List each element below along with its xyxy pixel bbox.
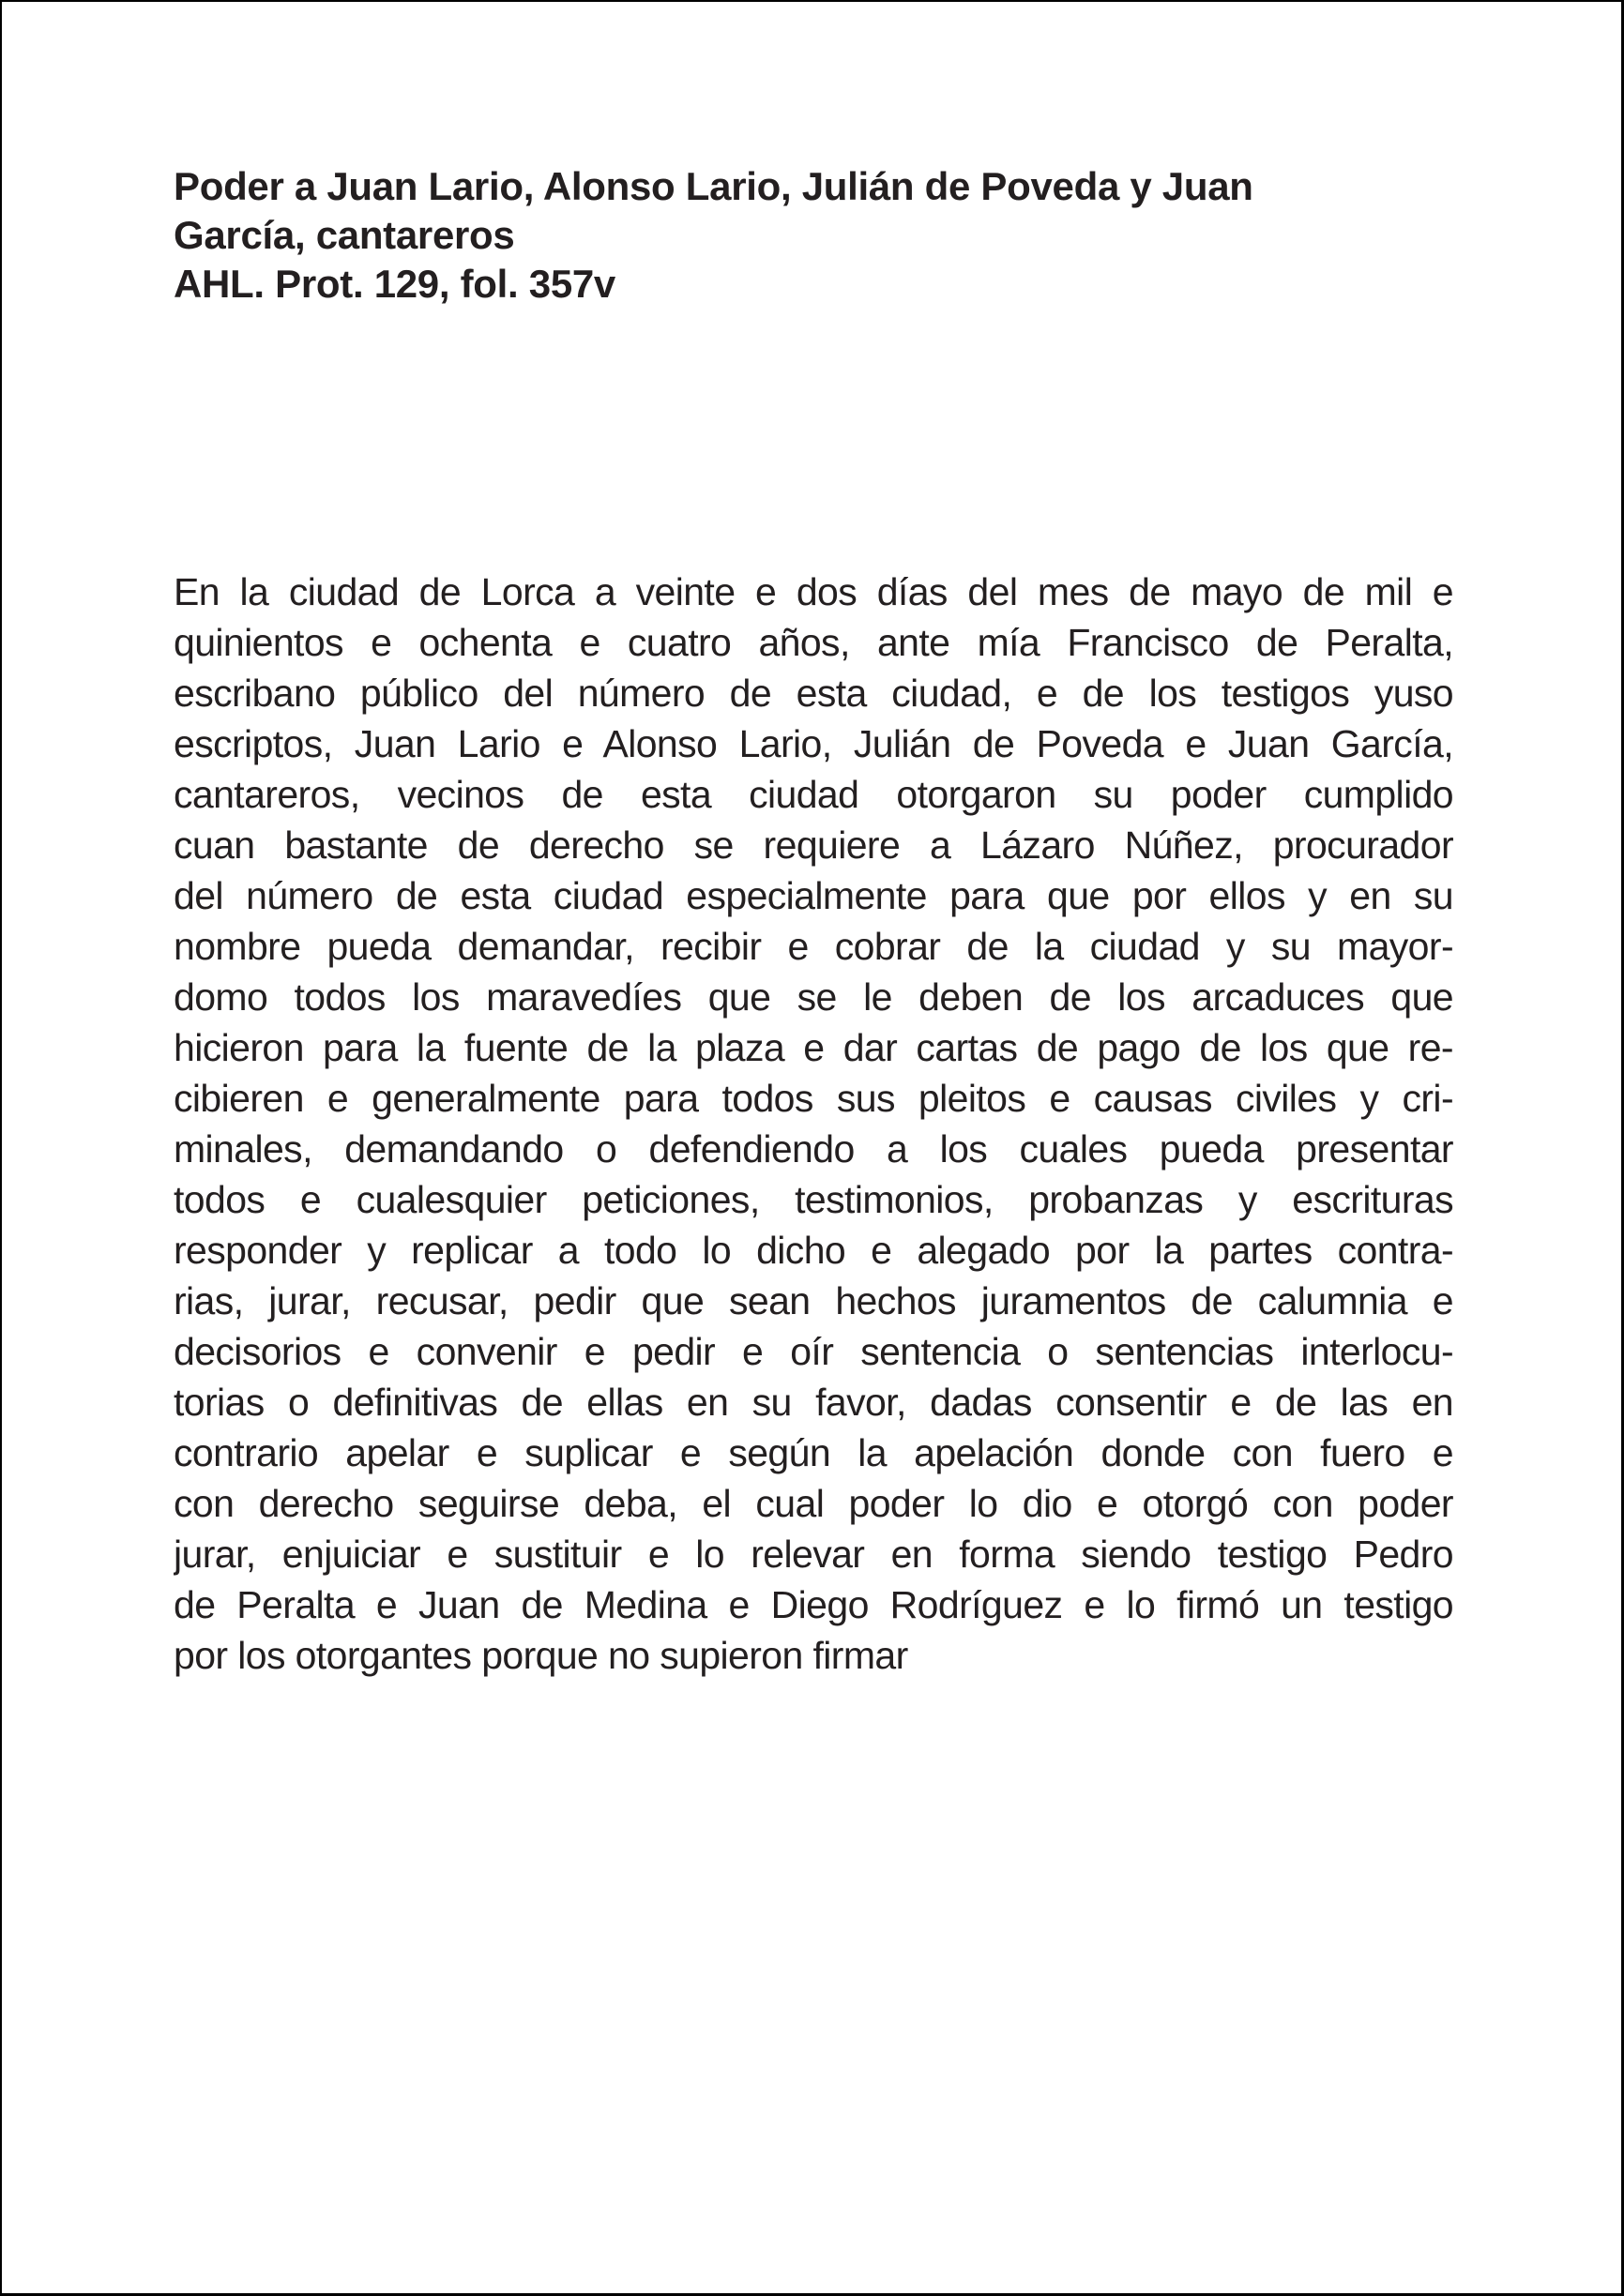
body-text-line: responder y replicar a todo lo dicho e alegado por la partes contra- (174, 1229, 1453, 1272)
body-text-line: cantareros, vecinos de esta ciudad otorgaron su poder cumplido (174, 773, 1453, 816)
archive-reference: AHL. Prot. 129, fol. 357v (174, 262, 615, 306)
body-text-line: con derecho seguirse deba, el cual poder lo dio e otorgó con poder (174, 1482, 1453, 1525)
body-text-line: escribano público del número de esta ciudad, e de los testigos yuso (174, 672, 1453, 715)
body-text-line: jurar, enjuiciar e sustituir e lo relevar en forma siendo testigo Pedro (174, 1533, 1453, 1576)
body-text-line: En la ciudad de Lorca a veinte e dos días del mes de mayo de mil e (174, 570, 1453, 613)
document-title-line1: Poder a Juan Lario, Alonso Lario, Julián de Poveda y Juan (174, 164, 1253, 208)
body-text-line: de Peralta e Juan de Medina e Diego Rodríguez e lo firmó un testigo (174, 1583, 1453, 1626)
body-text-line: torias o definitivas de ellas en su favor, dadas consentir e de las en (174, 1381, 1453, 1424)
body-text-line: domo todos los maravedíes que se le deben de los arcaduces que (174, 975, 1453, 1019)
body-text-line: hicieron para la fuente de la plaza e dar cartas de pago de los que re- (174, 1026, 1453, 1069)
body-text-line: escriptos, Juan Lario e Alonso Lario, Julián de Poveda e Juan García, (174, 722, 1453, 765)
document-heading (174, 162, 1253, 309)
body-text-line: contrario apelar e suplicar e según la apelación donde con fuero e (174, 1431, 1453, 1474)
body-text-line: quinientos e ochenta e cuatro años, ante mía Francisco de Peralta, (174, 621, 1453, 664)
body-text-line: nombre pueda demandar, recibir e cobrar de la ciudad y su mayor- (174, 925, 1453, 968)
body-text-line: del número de esta ciudad especialmente para que por ellos y en su (174, 874, 1453, 917)
body-text-line: cuan bastante de derecho se requiere a Lázaro Núñez, procurador (174, 823, 1453, 867)
body-text-line: por los otorgantes porque no supieron firmar (174, 1634, 908, 1677)
body-text-line: cibieren e generalmente para todos sus pleitos e causas civiles y cri- (174, 1077, 1453, 1120)
document-body (174, 566, 1453, 1681)
body-text-line: todos e cualesquier peticiones, testimonios, probanzas y escrituras (174, 1178, 1453, 1221)
body-text-line: rias, jurar, recusar, pedir que sean hechos juramentos de calumnia e (174, 1279, 1453, 1322)
body-text-line: decisorios e convenir e pedir e oír sentencia o sentencias interlocu- (174, 1330, 1453, 1373)
document-title-line2: García, cantareros (174, 213, 515, 257)
body-text-line: minales, demandando o defendiendo a los cuales pueda presentar (174, 1127, 1453, 1171)
